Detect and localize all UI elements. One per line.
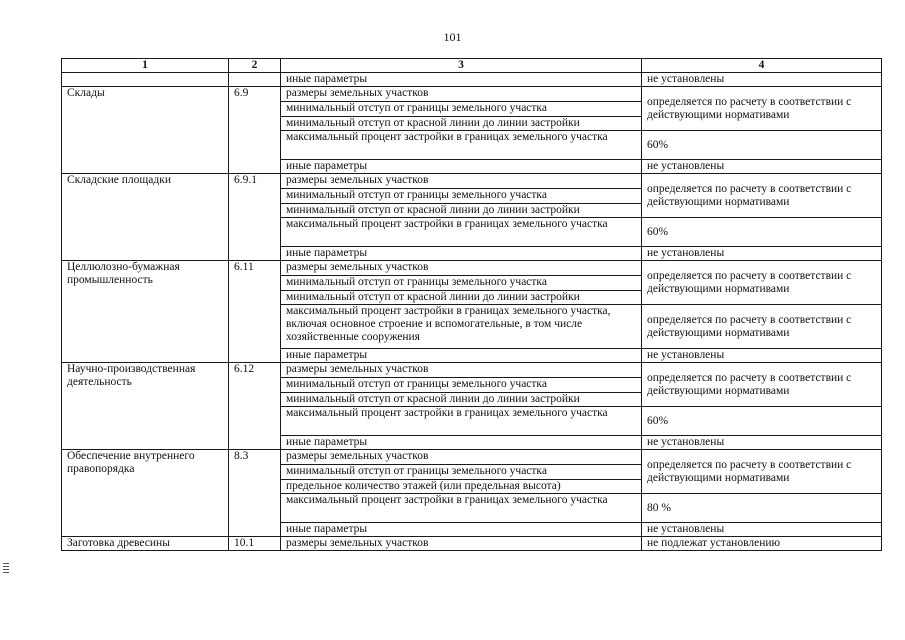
table-row [62,261,882,276]
table-row [62,450,882,465]
code-cell: 6.12 [229,363,281,450]
value-cell: не установлены [642,349,882,363]
value-cell: не установлены [642,73,882,87]
parameter-cell: минимальный отступ от красной линии до линии застройки [281,204,642,218]
parameter-cell: размеры земельных участков [281,537,642,551]
value-cell: не подлежат установлению [642,537,882,551]
parameter-cell: минимальный отступ от красной линии до линии застройки [281,117,642,131]
table-body [62,73,882,551]
table-row [62,87,882,102]
value-cell: определяется по расчету в соответствии с действующими нормативами [642,305,882,349]
parameter-cell: размеры земельных участков [281,261,642,276]
parameter-cell: размеры земельных участков [281,174,642,189]
parameter-cell: иные параметры [281,523,642,537]
use-type-cell: Складские площадки [62,174,229,261]
use-type-cell [62,73,229,87]
parameter-cell: минимальный отступ от границы земельного участка [281,276,642,291]
parameter-cell: размеры земельных участков [281,87,642,102]
value-cell: 80 % [642,494,882,523]
value-cell: определяется по расчету в соответствии с действующими нормативами [642,450,882,494]
parameter-cell: максимальный процент застройки в границах земельного участка [281,407,642,436]
table-row [62,73,882,87]
parameter-cell: минимальный отступ от границы земельного участка [281,102,642,117]
value-cell: определяется по расчету в соответствии с действующими нормативами [642,87,882,131]
code-cell: 6.11 [229,261,281,363]
table-row [62,174,882,189]
value-cell: не установлены [642,160,882,174]
parameter-cell: минимальный отступ от красной линии до линии застройки [281,291,642,305]
code-cell: 8.3 [229,450,281,537]
land-use-parameters-table [61,58,882,551]
column-header-3: 3 [281,59,642,73]
use-type-cell: Обеспечение внутреннего правопорядка [62,450,229,537]
parameter-cell: иные параметры [281,247,642,261]
parameter-cell: предельное количество этажей (или предельная высота) [281,480,642,494]
parameter-cell: иные параметры [281,73,642,87]
parameter-cell: иные параметры [281,349,642,363]
use-type-cell: Заготовка древесины [62,537,229,551]
use-type-cell: Научно-производственная деятельность [62,363,229,450]
code-cell: 6.9.1 [229,174,281,261]
value-cell: 60% [642,407,882,436]
parameter-cell: минимальный отступ от границы земельного участка [281,465,642,480]
parameter-cell: минимальный отступ от красной линии до линии застройки [281,393,642,407]
parameter-cell: размеры земельных участков [281,363,642,378]
value-cell: определяется по расчету в соответствии с действующими нормативами [642,363,882,407]
parameter-cell: размеры земельных участков [281,450,642,465]
table-header-row [62,59,882,73]
code-cell [229,73,281,87]
value-cell: не установлены [642,247,882,261]
column-header-1: 1 [62,59,229,73]
parameter-cell: максимальный процент застройки в границах земельного участка, включая основное строение и вспомогательные, в том числе хозяйственные сооружения [281,305,642,349]
parameter-cell: иные параметры [281,160,642,174]
use-type-cell: Склады [62,87,229,174]
page-number: 101 [443,30,462,44]
use-type-cell: Целлюлозно-бумажная промышленность [62,261,229,363]
parameter-cell: минимальный отступ от границы земельного участка [281,378,642,393]
parameter-cell: максимальный процент застройки в границах земельного участка [281,131,642,160]
value-cell: 60% [642,131,882,160]
value-cell: не установлены [642,523,882,537]
value-cell: не установлены [642,436,882,450]
parameter-cell: максимальный процент застройки в границах земельного участка [281,494,642,523]
column-header-2: 2 [229,59,281,73]
parameter-cell: минимальный отступ от границы земельного участка [281,189,642,204]
margin-mark [3,563,9,575]
code-cell: 6.9 [229,87,281,174]
value-cell: определяется по расчету в соответствии с действующими нормативами [642,174,882,218]
table-row [62,537,882,551]
parameter-cell: максимальный процент застройки в границах земельного участка [281,218,642,247]
column-header-4: 4 [642,59,882,73]
table-row [62,363,882,378]
value-cell: 60% [642,218,882,247]
code-cell: 10.1 [229,537,281,551]
value-cell: определяется по расчету в соответствии с действующими нормативами [642,261,882,305]
parameter-cell: иные параметры [281,436,642,450]
